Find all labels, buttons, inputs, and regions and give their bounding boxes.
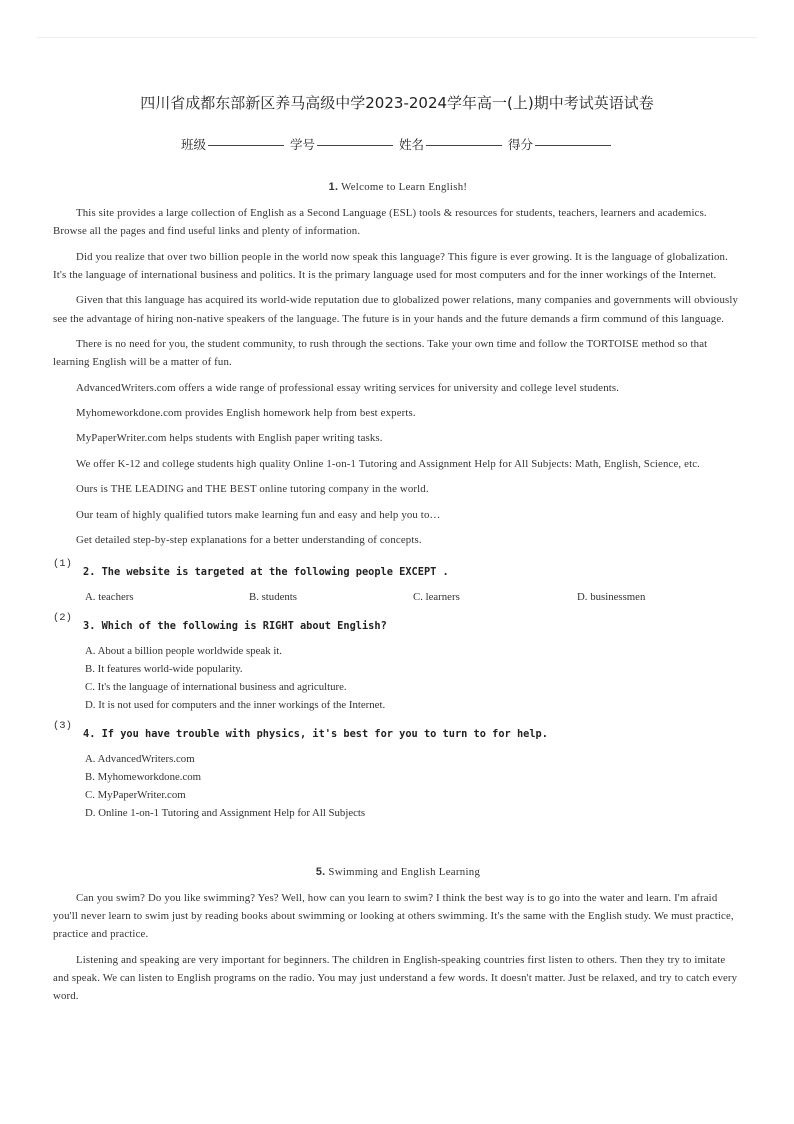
option-b[interactable]: B. students: [249, 591, 297, 604]
class-label: 班级: [180, 137, 206, 152]
student-id-blank[interactable]: [317, 145, 393, 146]
option-b[interactable]: B. Myhomeworkdone.com: [85, 770, 202, 783]
class-blank[interactable]: [208, 145, 284, 146]
student-id-label: 学号: [289, 137, 315, 152]
option-a[interactable]: A. AdvancedWriters.com: [85, 752, 195, 765]
question-1: [53, 558, 743, 581]
option-c[interactable]: C. It's the language of international business and agriculture.: [85, 681, 347, 694]
passage-paragraph: Can you swim? Do you like swimming? Yes? Well, how can you learn to swim? I think the best way is to go into the water and learn. I'm afraid you'll never learn to swim just by reading books about swimming or looking at others swimming. It's the same with the English study. We must practice, practice and practice.: [53, 891, 734, 941]
passage-paragraph: We offer K-12 and college students high quality Online 1-on-1 Tutoring and Assignment Help for All Subjects: Math, English, Science, etc.: [76, 457, 701, 470]
question-2-mark: (2): [53, 611, 72, 624]
question-1-options: [85, 588, 743, 606]
passage-paragraph: Listening and speaking are very important for beginners. The children in English-speaking countries first listen to others. Then they try to imitate and speak. We can listen to English programs on the radio. You may just understand a few words. It doesn't matter. Just be relaxed, and try to catch every word.: [53, 953, 738, 1002]
passage-paragraph: There is no need for you, the student community, to rush through the sections. Take your own time and follow the TORTOISE method so that learning English will be a matter of fun.: [53, 337, 708, 369]
section-2-heading: [53, 863, 743, 881]
question-3-options: [85, 750, 743, 823]
question-2: [53, 611, 743, 635]
passage-paragraph: AdvancedWriters.com offers a wide range of professional essay writing services for university and college level students.: [76, 381, 620, 394]
question-3-mark: (3): [53, 719, 72, 732]
exam-content: [53, 178, 743, 1012]
option-d[interactable]: D. businessmen: [577, 591, 646, 604]
name-label: 姓名: [398, 137, 424, 152]
section-1-heading: [53, 178, 743, 196]
passage-paragraph: This site provides a large collection of English as a Second Language (ESL) tools & resources for students, teachers, learners and academics. Browse all the pages and find useful links and plenty of information.: [53, 207, 707, 238]
passage-paragraph: Our team of highly qualified tutors make learning fun and easy and help you to…: [76, 508, 441, 521]
section-1-number: 1.: [328, 181, 339, 193]
question-2-stem: 3. Which of the following is RIGHT about English?: [83, 619, 387, 632]
option-c[interactable]: C. learners: [413, 591, 460, 604]
section-2-number: 5.: [315, 865, 326, 878]
option-b[interactable]: B. It features world-wide popularity.: [85, 662, 243, 675]
passage-paragraph: Did you realize that over two billion people in the world now speak this language? This figure is ever growing. It is the language of globalization. It's the language of international business and politics. It is the primary language used for most computers and for the inner workings of the Internet.: [53, 250, 728, 281]
section-1-title: Welcome to Learn English!: [341, 181, 468, 193]
option-a[interactable]: A. About a billion people worldwide speak it.: [85, 644, 283, 657]
top-divider: [37, 37, 757, 38]
student-info-fields: [0, 135, 794, 153]
question-2-options: [85, 642, 743, 715]
passage-paragraph: Ours is THE LEADING and THE BEST online tutoring company in the world.: [76, 483, 429, 496]
exam-title: 四川省成都东部新区养马高级中学2023-2024学年高一(上)期中考试英语试卷: [140, 94, 654, 112]
passage-paragraph: Myhomeworkdone.com provides English homework help from best experts.: [76, 406, 416, 419]
passage-paragraph: Given that this language has acquired its world-wide reputation due to globalized power relations, many companies and governments will obviously see the advantage of hiring non-native speakers of the language. The future is in your hands and the future demands a firm commund of this language.: [53, 294, 739, 325]
score-blank[interactable]: [535, 145, 611, 146]
passage-paragraph: MyPaperWriter.com helps students with English paper writing tasks.: [76, 432, 383, 445]
section-2-title: Swimming and English Learning: [328, 865, 481, 878]
question-3: [53, 719, 743, 743]
question-3-stem: 4. If you have trouble with physics, it's best for you to turn to for help.: [83, 727, 548, 740]
score-label: 得分: [507, 137, 533, 152]
option-c[interactable]: C. MyPaperWriter.com: [85, 789, 186, 802]
question-1-mark: (1): [53, 558, 72, 571]
question-1-stem: 2. The website is targeted at the following people EXCEPT .: [83, 566, 449, 579]
option-a[interactable]: A. teachers: [85, 591, 134, 604]
option-d[interactable]: D. It is not used for computers and the inner workings of the Internet.: [85, 699, 386, 712]
name-blank[interactable]: [426, 145, 502, 146]
passage-paragraph: Get detailed step-by-step explanations for a better understanding of concepts.: [76, 533, 422, 546]
option-d[interactable]: D. Online 1-on-1 Tutoring and Assignment Help for All Subjects: [85, 807, 366, 820]
